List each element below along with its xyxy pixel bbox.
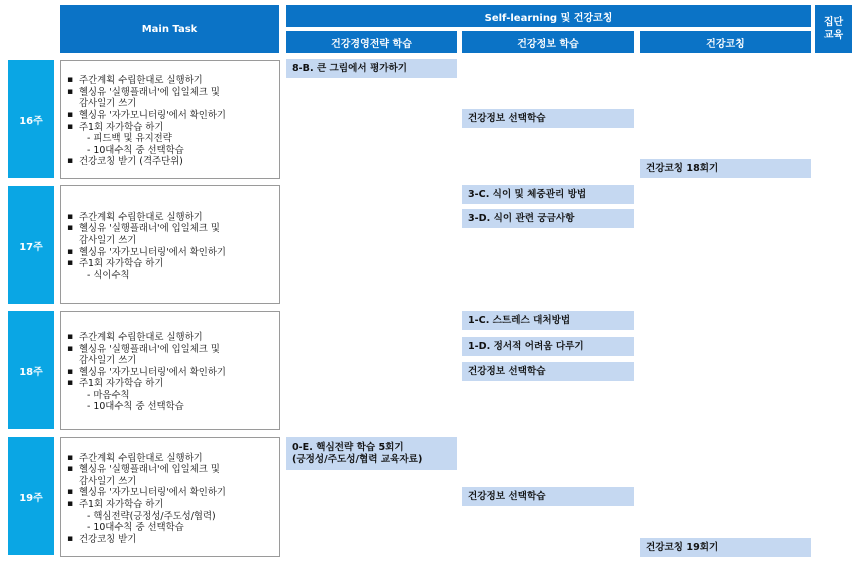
task-line: ▪ 주간계획 수립한대로 실행하기 bbox=[65, 75, 275, 87]
info-item: 건강정보 선택학습 bbox=[462, 487, 634, 506]
header-group-education: 집단 교육 bbox=[815, 5, 852, 53]
header-self-learning: Self-learning 및 건강코칭 bbox=[286, 5, 811, 27]
week-label: 16주 bbox=[8, 60, 54, 178]
strategy-item: 8-B. 큰 그림에서 평가하기 bbox=[286, 59, 457, 78]
task-line: ▪ 주간계획 수립한대로 실행하기 bbox=[65, 453, 275, 465]
task-line: ▪ 헬싱유 '자가모니터링'에서 확인하기 bbox=[65, 487, 275, 499]
info-item: 1-D. 정서적 어려움 다루기 bbox=[462, 337, 634, 356]
task-line: ▪ 헬싱유 '자가모니터링'에서 확인하기 bbox=[65, 247, 275, 259]
info-item: 1-C. 스트레스 대처방법 bbox=[462, 311, 634, 330]
week-label: 19주 bbox=[8, 437, 54, 555]
task-line: ▪ 주간계획 수립한대로 실행하기 bbox=[65, 212, 275, 224]
header-col-strategy: 건강경영전략 학습 bbox=[286, 31, 457, 53]
header-col-info: 건강정보 학습 bbox=[462, 31, 634, 53]
task-line: 감사일기 쓰기 bbox=[79, 98, 137, 110]
task-line: ▪ 건강코칭 받기 (격주단위) bbox=[65, 156, 275, 168]
main-task-box bbox=[60, 185, 280, 304]
task-line: ▪ 헬싱유 '실행플래너'에 입일체크 및 bbox=[65, 87, 275, 99]
strategy-item-line: 0-E. 핵심전략 학습 5회기 bbox=[292, 441, 404, 453]
task-line: - 10대수칙 중 선택학습 bbox=[87, 401, 184, 413]
info-item: 3-C. 식이 및 체중관리 방법 bbox=[462, 185, 634, 204]
task-line: ▪ 주1회 자가학습 하기 bbox=[65, 499, 275, 511]
task-line: - 마음수칙 bbox=[87, 389, 130, 401]
task-line: 감사일기 쓰기 bbox=[79, 355, 137, 367]
strategy-item-line: (긍정성/주도성/협력 교육자료) bbox=[292, 453, 423, 465]
task-line: ▪ 주간계획 수립한대로 실행하기 bbox=[65, 332, 275, 344]
task-line: ▪ 주1회 자가학습 하기 bbox=[65, 378, 275, 390]
task-line: ▪ 헬싱유 '실행플래너'에 입일체크 및 bbox=[65, 223, 275, 235]
header-main-task: Main Task bbox=[60, 5, 279, 53]
task-line: - 핵심전략(긍정성/주도성/협력) bbox=[87, 510, 216, 522]
main-task-box bbox=[60, 60, 280, 179]
task-line: ▪ 헬싱유 '자가모니터링'에서 확인하기 bbox=[65, 367, 275, 379]
task-line: - 10대수칙 중 선택학습 bbox=[87, 144, 184, 156]
coaching-item: 건강코칭 18회기 bbox=[640, 159, 811, 178]
task-line: ▪ 헬싱유 '실행플래너'에 입일체크 및 bbox=[65, 344, 275, 356]
info-item: 건강정보 선택학습 bbox=[462, 362, 634, 381]
task-line: ▪ 주1회 자가학습 하기 bbox=[65, 122, 275, 134]
coaching-item: 건강코칭 19회기 bbox=[640, 538, 811, 557]
task-line: 감사일기 쓰기 bbox=[79, 475, 137, 487]
task-line: - 피드백 및 유지전략 bbox=[87, 133, 172, 145]
task-line: ▪ 헬싱유 '자가모니터링'에서 확인하기 bbox=[65, 110, 275, 122]
strategy-item bbox=[286, 437, 457, 470]
info-item: 3-D. 식이 관련 궁금사항 bbox=[462, 209, 634, 228]
task-line: 감사일기 쓰기 bbox=[79, 234, 137, 246]
task-line: ▪ 건강코칭 받기 bbox=[65, 534, 275, 546]
header-col-coaching: 건강코칭 bbox=[640, 31, 811, 53]
week-label: 18주 bbox=[8, 311, 54, 429]
week-label: 17주 bbox=[8, 186, 54, 304]
task-line: ▪ 헬싱유 '실행플래너'에 입일체크 및 bbox=[65, 464, 275, 476]
task-line: ▪ 주1회 자가학습 하기 bbox=[65, 258, 275, 270]
info-item: 건강정보 선택학습 bbox=[462, 109, 634, 128]
task-line: - 10대수칙 중 선택학습 bbox=[87, 522, 184, 534]
main-task-box bbox=[60, 437, 280, 557]
main-task-box bbox=[60, 311, 280, 430]
task-line: - 식이수칙 bbox=[87, 269, 130, 281]
